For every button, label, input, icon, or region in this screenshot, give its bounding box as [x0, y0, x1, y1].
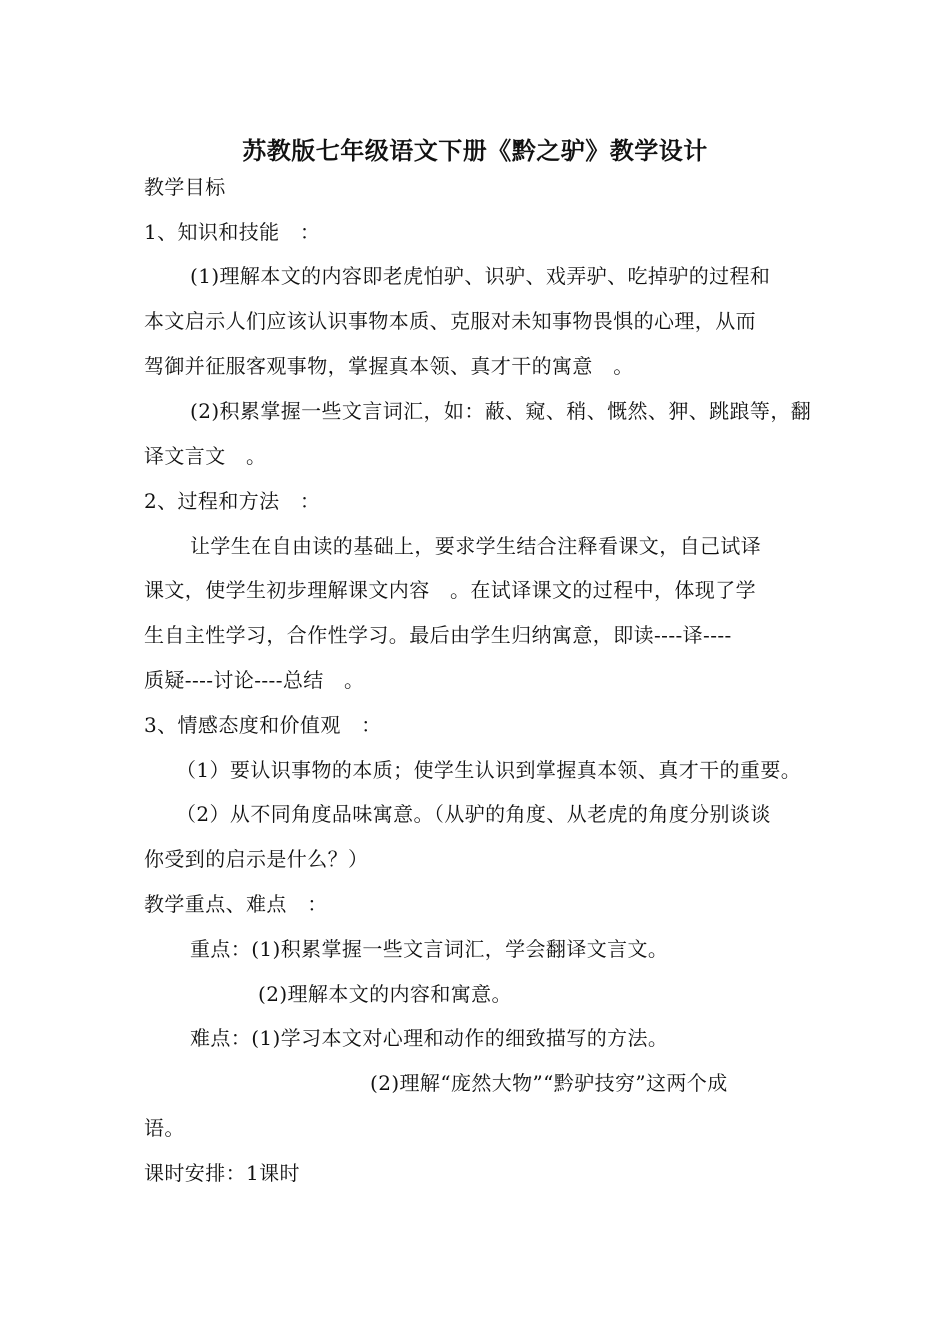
paragraph-line: (2)积累掌握一些文言词汇，如：蔽、窥、稍、慨然、狎、跳踉等，翻 [190, 399, 812, 423]
paragraph-line: （1）要认识事物的本质；使学生认识到掌握真本领、真才干的重要。 [176, 758, 802, 782]
paragraph-line: 质疑----讨论----总结 。 [144, 668, 365, 692]
paragraph-line: (1)理解本文的内容即老虎怕驴、识驴、戏弄驴、吃掉驴的过程和 [190, 264, 771, 288]
paragraph-line: 让学生在自由读的基础上，要求学生结合注释看课文，自己试译 [190, 534, 762, 558]
paragraph-line: 你受到的启示是什么？） [144, 847, 369, 871]
paragraph-line: 课文，使学生初步理解课文内容 。在试译课文的过程中，体现了学 [144, 578, 756, 602]
paragraph-line: 难点：(1)学习本文对心理和动作的细致描写的方法。 [190, 1026, 669, 1050]
paragraph-line: (2)理解本文的内容和寓意。 [258, 982, 512, 1006]
heading-knowledge-skills: 1、知识和技能 ： [144, 220, 321, 244]
heading-class-schedule: 课时安排：1课时 [144, 1161, 300, 1185]
heading-process-methods: 2、过程和方法 ： [144, 489, 321, 513]
paragraph-line: 驾御并征服客观事物，掌握真本领、真才干的寓意 。 [144, 354, 634, 378]
paragraph-line: 生自主性学习，合作性学习。最后由学生归纳寓意，即读----译---- [144, 623, 732, 647]
paragraph-line: (2)理解“庞然大物”“黔驴技穷”这两个成 [370, 1071, 728, 1095]
heading-emotion-values: 3、情感态度和价值观 ： [144, 713, 382, 737]
paragraph-line: （2）从不同角度品味寓意。（从驴的角度、从老虎的角度分别谈谈 [176, 802, 771, 826]
paragraph-line: 重点：(1)积累掌握一些文言词汇，学会翻译文言文。 [190, 937, 669, 961]
heading-key-difficult: 教学重点、难点 ： [144, 892, 328, 916]
paragraph-line: 语。 [144, 1116, 185, 1140]
paragraph-line: 译文言文 。 [144, 444, 267, 468]
document-title: 苏教版七年级语文下册《黔之驴》教学设计 [242, 136, 708, 165]
heading-teaching-goals: 教学目标 [144, 175, 226, 199]
paragraph-line: 本文启示人们应该认识事物本质、克服对未知事物畏惧的心理，从而 [144, 309, 756, 333]
